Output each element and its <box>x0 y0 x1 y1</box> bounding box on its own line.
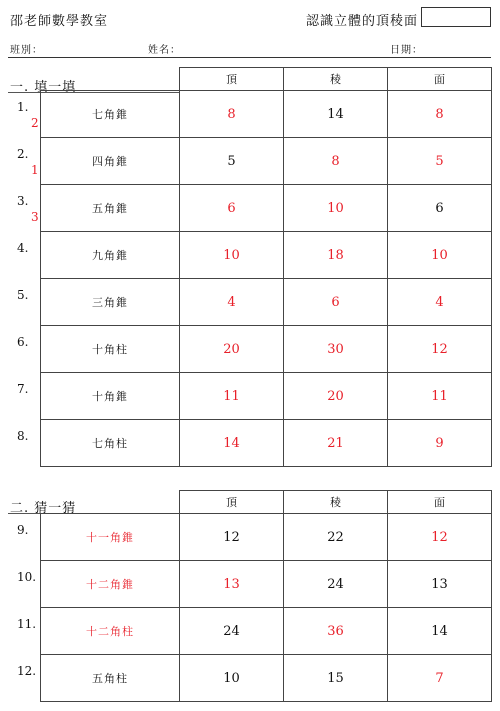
face-count-cell: 10 <box>388 232 492 279</box>
table-row <box>41 232 492 279</box>
header-blank <box>41 491 180 514</box>
worksheet-title: 邵老師數學教室 <box>10 14 109 29</box>
hint-mark: 1 <box>31 163 39 177</box>
table-row <box>41 326 492 373</box>
edge-count-cell: 18 <box>284 232 388 279</box>
vertex-count-cell: 6 <box>180 185 284 232</box>
edge-count-cell: 6 <box>284 279 388 326</box>
vertex-count-cell: 10 <box>180 232 284 279</box>
solid-name-cell: 三角錐 <box>41 279 180 326</box>
table-row <box>41 655 492 702</box>
class-label: 班別： <box>10 45 43 56</box>
edge-count-cell: 14 <box>284 91 388 138</box>
vertex-count-cell: 5 <box>180 138 284 185</box>
solid-name-cell: 九角錐 <box>41 232 180 279</box>
section2-title: 二. 猜一猜 <box>10 501 77 516</box>
name-label: 姓名： <box>148 45 181 56</box>
section1-title: 一. 填一填 <box>10 80 77 95</box>
question-number: 12. <box>17 664 37 678</box>
question-number: 7. <box>17 382 29 396</box>
header-blank <box>41 68 180 91</box>
question-number: 4. <box>17 241 29 255</box>
face-count-cell: 7 <box>388 655 492 702</box>
vertex-count-cell: 8 <box>180 91 284 138</box>
solid-name-cell: 七角錐 <box>41 91 180 138</box>
question-number: 2. <box>17 147 29 161</box>
col-face: 面 <box>388 68 492 91</box>
table-header-row <box>41 68 492 91</box>
solid-name-cell: 十一角錐 <box>41 514 180 561</box>
face-count-cell: 5 <box>388 138 492 185</box>
table-row <box>41 561 492 608</box>
solid-name-cell: 十二角錐 <box>41 561 180 608</box>
face-count-cell: 12 <box>388 326 492 373</box>
question-number: 1. <box>17 100 29 114</box>
table-row <box>41 373 492 420</box>
table-row <box>41 279 492 326</box>
solid-name-cell: 五角柱 <box>41 655 180 702</box>
question-number: 10. <box>17 570 37 584</box>
vertex-count-cell: 24 <box>180 608 284 655</box>
edge-count-cell: 21 <box>284 420 388 467</box>
question-number: 9. <box>17 523 29 537</box>
face-count-cell: 14 <box>388 608 492 655</box>
col-vertex: 頂 <box>180 68 284 91</box>
vertex-count-cell: 14 <box>180 420 284 467</box>
question-number: 6. <box>17 335 29 349</box>
face-count-cell: 6 <box>388 185 492 232</box>
solid-name-cell: 四角錐 <box>41 138 180 185</box>
table-row <box>41 608 492 655</box>
table-row <box>41 91 492 138</box>
vertex-count-cell: 11 <box>180 373 284 420</box>
question-number: 8. <box>17 429 29 443</box>
col-edge: 稜 <box>284 68 388 91</box>
hint-mark: 2 <box>31 116 39 130</box>
edge-count-cell: 20 <box>284 373 388 420</box>
solid-name-cell: 十角錐 <box>41 373 180 420</box>
score-box <box>421 7 491 27</box>
edge-count-cell: 30 <box>284 326 388 373</box>
date-label: 日期： <box>390 45 423 56</box>
face-count-cell: 11 <box>388 373 492 420</box>
face-count-cell: 12 <box>388 514 492 561</box>
face-count-cell: 8 <box>388 91 492 138</box>
question-number: 3. <box>17 194 29 208</box>
edge-count-cell: 36 <box>284 608 388 655</box>
question-number: 11. <box>17 617 37 631</box>
face-count-cell: 4 <box>388 279 492 326</box>
solid-name-cell: 五角錐 <box>41 185 180 232</box>
header-divider <box>8 57 491 58</box>
hint-mark: 3 <box>31 210 39 224</box>
vertex-count-cell: 20 <box>180 326 284 373</box>
edge-count-cell: 24 <box>284 561 388 608</box>
col-vertex: 頂 <box>180 491 284 514</box>
table-row <box>41 185 492 232</box>
worksheet-topic: 認識立體的頂稜面 <box>306 14 419 29</box>
solid-name-cell: 十角柱 <box>41 326 180 373</box>
question-number: 5. <box>17 288 29 302</box>
table-header-row <box>41 491 492 514</box>
section1-table <box>40 67 492 467</box>
solid-name-cell: 七角柱 <box>41 420 180 467</box>
vertex-count-cell: 13 <box>180 561 284 608</box>
col-face: 面 <box>388 491 492 514</box>
face-count-cell: 9 <box>388 420 492 467</box>
face-count-cell: 13 <box>388 561 492 608</box>
vertex-count-cell: 4 <box>180 279 284 326</box>
section2-table <box>40 490 492 702</box>
edge-count-cell: 22 <box>284 514 388 561</box>
vertex-count-cell: 10 <box>180 655 284 702</box>
table-row <box>41 138 492 185</box>
col-edge: 稜 <box>284 491 388 514</box>
table-row <box>41 420 492 467</box>
edge-count-cell: 8 <box>284 138 388 185</box>
vertex-count-cell: 12 <box>180 514 284 561</box>
solid-name-cell: 十二角柱 <box>41 608 180 655</box>
edge-count-cell: 10 <box>284 185 388 232</box>
edge-count-cell: 15 <box>284 655 388 702</box>
table-row <box>41 514 492 561</box>
